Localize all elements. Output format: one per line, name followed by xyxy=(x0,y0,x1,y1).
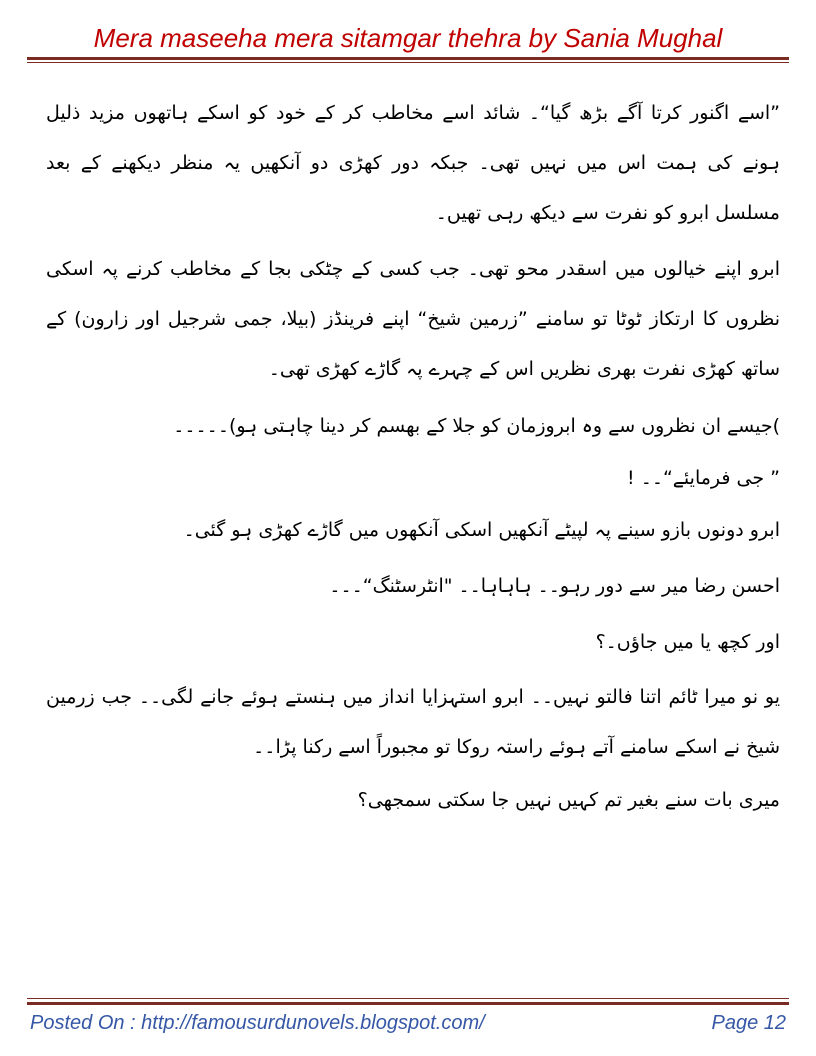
paragraph-5: ابرو دونوں بازو سینے پہ لپیٹے آنکھیں اسکی آنکھوں میں گاڑے کھڑی ہو گئی۔ xyxy=(183,519,780,541)
posted-on-link[interactable]: Posted On : http://famousurdunovels.blogspot.com/ xyxy=(30,1012,485,1034)
paragraph-7: اور کچھ یا میں جاؤں۔؟ xyxy=(595,631,780,653)
footer-rule-thin xyxy=(27,998,789,999)
header-rule-thin xyxy=(27,62,789,63)
paragraph-3: )جیسے ان نظروں سے وہ ابروزمان کو جلا کے بھسم کر دینا چاہتی ہو)۔۔۔۔۔ xyxy=(173,415,780,437)
paragraph-8: یو نو میرا ٹائم اتنا فالتو نہیں۔۔ ابرو استہزایا انداز میں ہنستے ہوئے جانے لگی۔۔ جب زرمین شیخ نے اسکے سامنے آتے ہوئے راستہ روکا تو مجبوراً اسے رکنا پڑا۔۔ xyxy=(46,686,780,758)
page-title: Mera maseeha mera sitamgar thehra by Sania Mughal xyxy=(93,23,723,53)
header-rule-thick xyxy=(27,57,789,60)
footer-rule-thick xyxy=(27,1002,789,1005)
paragraph-6: احسن رضا میر سے دور رہو۔۔ ہاہاہا۔۔ "انٹرسٹنگ“۔۔۔ xyxy=(329,575,780,597)
paragraph-9: میری بات سنے بغیر تم کہیں نہیں جا سکتی سمجھی؟ xyxy=(357,789,780,811)
page-number: Page 12 xyxy=(711,1012,786,1034)
paragraph-1: ”اسے اگنور کرتا آگے بڑھ گیا“۔ شائد اسے مخاطب کر کے خود کو اسکے ہاتھوں مزید ذلیل ہونے کی ہمت اس میں نہیں تھی۔ جبکہ دور کھڑی دو آنکھیں یہ منظر دیکھنے کے بعد مسلسل ابرو کو نفرت سے دیکھ رہی تھیں۔ xyxy=(46,102,780,224)
paragraph-4: ” جی فرمایئے“۔۔ ! xyxy=(627,467,780,489)
page-body xyxy=(46,88,780,826)
paragraph-2: ابرو اپنے خیالوں میں اسقدر محو تھی۔ جب کسی کے چٹکی بجا کے مخاطب کرنے پہ اسکی نظروں کا ارتکاز ٹوٹا تو سامنے ”زرمین شیخ“ اپنے فرینڈز (بیلا، جمی شرجیل اور زارون) کے ساتھ کھڑی نفرت بھری نظریں اس کے چہرے پہ گاڑے کھڑی تھی۔ xyxy=(46,258,780,380)
